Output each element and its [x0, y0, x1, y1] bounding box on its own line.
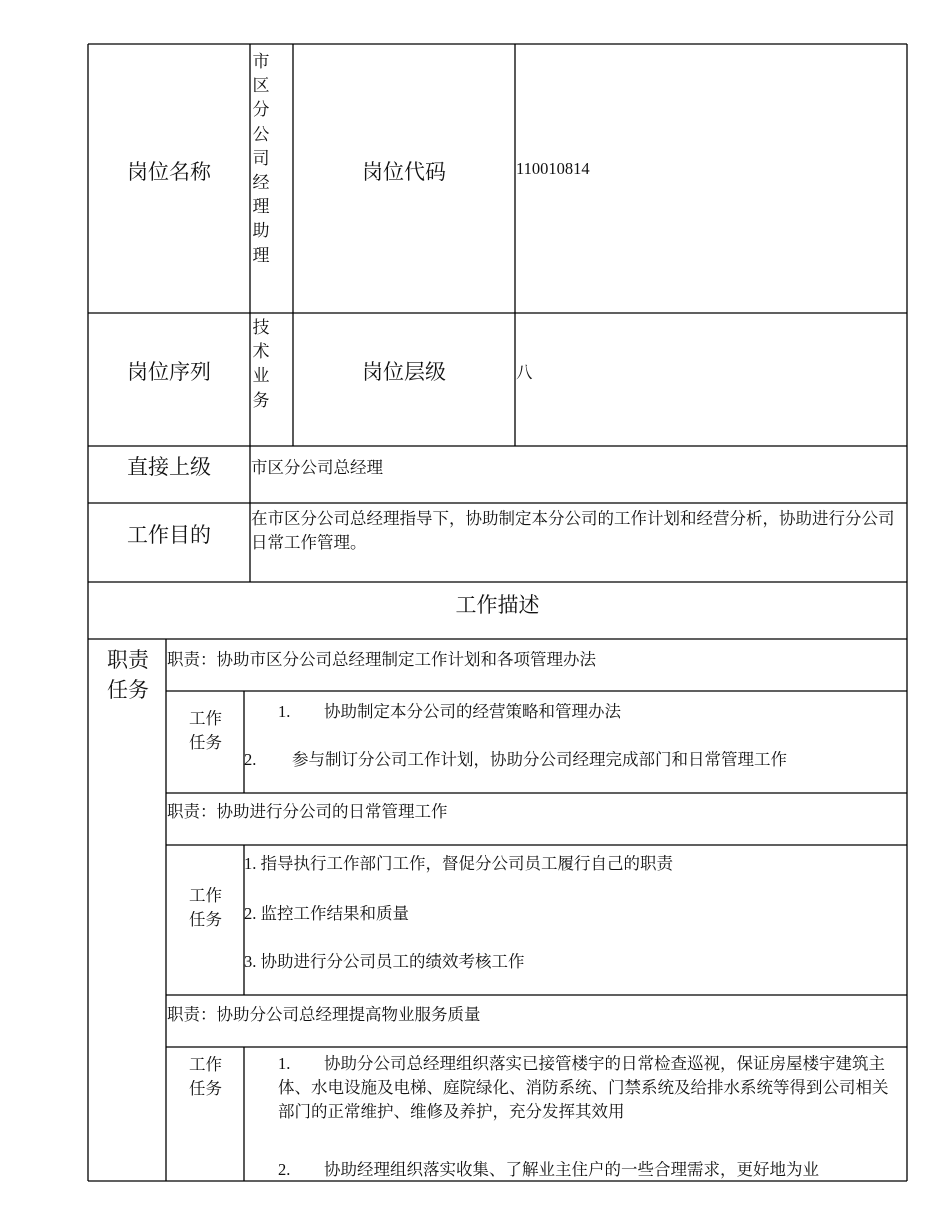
- post-name-value: 市区分公司经理助理: [252, 52, 270, 265]
- purpose-label: 工作目的: [127, 523, 211, 547]
- task-2-3: [244, 948, 525, 972]
- task-2-3-text: 协助进行分公司员工的绩效考核工作: [260, 952, 525, 971]
- task-2-2-number: 2.: [244, 904, 257, 923]
- task-3-1: [278, 1052, 898, 1124]
- post-level-value: 八: [516, 363, 533, 382]
- supervisor-value: 市区分公司总经理: [251, 458, 383, 477]
- task-label-2: 工作任务: [189, 886, 222, 929]
- task-3-2-number: 2.: [278, 1160, 291, 1179]
- duty-2: 职责：协助进行分公司的日常管理工作: [167, 802, 448, 821]
- supervisor-label: 直接上级: [127, 455, 211, 479]
- task-2-1-text: 指导执行工作部门工作，督促分公司员工履行自己的职责: [260, 854, 673, 873]
- work-description-title: 工作描述: [455, 593, 540, 617]
- task-2-1-number: 1.: [244, 854, 257, 873]
- task-3-1-number: 1.: [278, 1054, 291, 1073]
- task-2-2-text: 监控工作结果和质量: [260, 904, 409, 923]
- task-1-2-number: 2.: [244, 750, 257, 769]
- task-label-1: 工作任务: [189, 709, 222, 752]
- post-code-label: 岗位代码: [362, 160, 446, 184]
- task-3-2: [278, 1156, 819, 1180]
- task-1-2: [244, 746, 787, 770]
- task-label-3: 工作任务: [189, 1055, 222, 1098]
- task-3-1-text: 协助分公司总经理组织落实已接管楼宇的日常检查巡视，保证房屋楼宇建筑主体、水电设施及电梯、庭院绿化、消防系统、门禁系统及给排水系统等得到公司相关部门的正常维护、维修及养护，充分发挥其效用: [278, 1054, 889, 1121]
- post-level-label: 岗位层级: [362, 360, 446, 384]
- task-1-2-text: 参与制订分公司工作计划，协助分公司经理完成部门和日常管理工作: [292, 750, 787, 769]
- post-sequence-label: 岗位序列: [127, 360, 211, 384]
- duty-3: 职责：协助分公司总经理提高物业服务质量: [167, 1005, 481, 1024]
- purpose-value: 在市区分公司总经理指导下，协助制定本分公司的工作计划和经营分析，协助进行分公司日常工作管理。: [251, 509, 895, 552]
- task-2-1: [244, 850, 673, 874]
- task-1-1-number: 1.: [278, 702, 291, 721]
- post-name-label: 岗位名称: [127, 160, 211, 184]
- task-2-2: [244, 900, 409, 924]
- task-3-2-text: 协助经理组织落实收集、了解业主住户的一些合理需求，更好地为业: [324, 1160, 819, 1179]
- duties-tasks-label: 职责任务: [107, 648, 149, 702]
- task-1-1: [278, 698, 621, 722]
- task-1-1-text: 协助制定本分公司的经营策略和管理办法: [324, 702, 621, 721]
- task-2-3-number: 3.: [244, 952, 257, 971]
- post-code-value: 110010814: [516, 159, 590, 178]
- duty-1: 职责：协助市区分公司总经理制定工作计划和各项管理办法: [167, 650, 596, 669]
- post-sequence-value: 技术业务: [252, 318, 270, 410]
